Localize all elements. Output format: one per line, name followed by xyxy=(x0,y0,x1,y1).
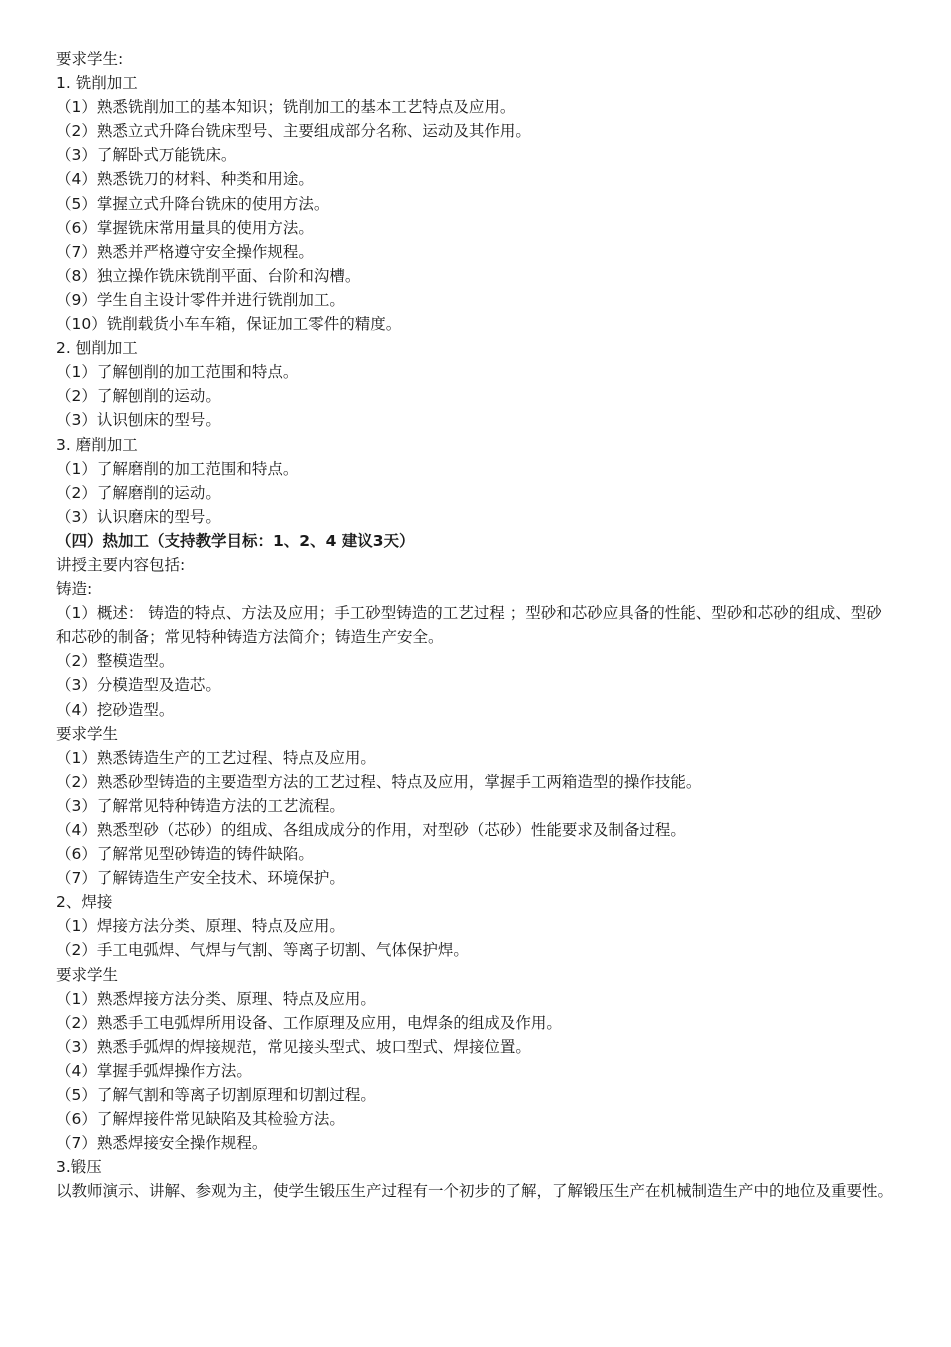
text-line: 以教师演示、讲解、参观为主，使学生锻压生产过程有一个初步的了解，了解锻压生产在机械制造生产中的地位及重要性。 xyxy=(56,1182,894,1201)
text-line: （4）挖砂造型。 xyxy=(56,700,175,719)
text-line: （1）概述： 铸造的特点、方法及应用；手工砂型铸造的工艺过程 ；型砂和芯砂应具备的性能、型砂和芯砂的组成、型砂和芯砂的制备；常见特种铸造方法简介；铸造生产安全。 xyxy=(56,604,882,647)
text-line: （6）掌握铣床常用量具的使用方法。 xyxy=(56,218,314,237)
text-line: （1）了解刨削的加工范围和特点。 xyxy=(56,363,299,382)
text-line: 3.锻压 xyxy=(56,1158,102,1177)
text-line: （3）分模造型及造芯。 xyxy=(56,676,221,695)
text-line: （2）手工电弧焊、气焊与气割、等离子切割、气体保护焊。 xyxy=(56,941,469,960)
text-line: 1. 铣削加工 xyxy=(56,74,138,93)
text-line: （3）认识磨床的型号。 xyxy=(56,507,221,526)
text-line: （1）熟悉焊接方法分类、原理、特点及应用。 xyxy=(56,989,376,1008)
text-line: （6）了解焊接件常见缺陷及其检验方法。 xyxy=(56,1110,345,1129)
text-line: （6）了解常见型砂铸造的铸件缺陷。 xyxy=(56,845,314,864)
text-line: （4）熟悉型砂（芯砂）的组成、各组成成分的作用，对型砂（芯砂）性能要求及制备过程。 xyxy=(56,821,686,839)
text-line: 铸造: xyxy=(56,580,93,599)
text-line: 3. 磨削加工 xyxy=(56,435,138,454)
text-line: （2）了解磨削的运动。 xyxy=(56,483,221,502)
text-line: （5）掌握立式升降台铣床的使用方法。 xyxy=(56,194,330,213)
section-heading: （四）热加工（支持教学目标：1、2、4 建议3天） xyxy=(56,531,415,550)
text-line: （3）了解卧式万能铣床。 xyxy=(56,146,237,165)
text-line: 要求学生 xyxy=(56,965,119,984)
text-line: （4）熟悉铣刀的材料、种类和用途。 xyxy=(56,170,314,189)
text-line: （1）熟悉铣削加工的基本知识；铣削加工的基本工艺特点及应用。 xyxy=(56,98,516,117)
text-line: （10）铣削载货小车车箱，保证加工零件的精度。 xyxy=(56,315,402,334)
text-line: 讲授主要内容包括: xyxy=(56,555,186,574)
text-line: 2、焊接 xyxy=(56,893,113,912)
text-line: （2）了解刨削的运动。 xyxy=(56,387,221,406)
text-line: （3）熟悉手弧焊的焊接规范，常见接头型式、坡口型式、焊接位置。 xyxy=(56,1037,531,1056)
text-line: （1）熟悉铸造生产的工艺过程、特点及应用。 xyxy=(56,748,376,767)
text-line: （4）掌握手弧焊操作方法。 xyxy=(56,1061,252,1080)
text-line: （5）了解气割和等离子切割原理和切割过程。 xyxy=(56,1086,376,1105)
text-line: （2）整模造型。 xyxy=(56,652,175,671)
text-line: 要求学生: xyxy=(56,50,124,68)
text-line: 要求学生 xyxy=(56,724,119,743)
text-line: （2）熟悉立式升降台铣床型号、主要组成部分名称、运动及其作用。 xyxy=(56,122,531,141)
text-line: （2）熟悉砂型铸造的主要造型方法的工艺过程、特点及应用，掌握手工两箱造型的操作技能。 xyxy=(56,772,702,791)
text-line: （7）熟悉焊接安全操作规程。 xyxy=(56,1134,268,1153)
text-line: （3）认识刨床的型号。 xyxy=(56,411,221,430)
text-line: （7）熟悉并严格遵守安全操作规程。 xyxy=(56,242,314,261)
document-page xyxy=(56,47,896,1204)
text-line: （2）熟悉手工电弧焊所用设备、工作原理及应用，电焊条的组成及作用。 xyxy=(56,1013,562,1032)
text-line: （7）了解铸造生产安全技术、环境保护。 xyxy=(56,869,345,888)
text-line: 2. 刨削加工 xyxy=(56,339,138,358)
text-line: （3）了解常见特种铸造方法的工艺流程。 xyxy=(56,796,345,815)
text-line: （9）学生自主设计零件并进行铣削加工。 xyxy=(56,290,345,309)
text-line: （8）独立操作铣床铣削平面、台阶和沟槽。 xyxy=(56,266,361,285)
text-line: （1）了解磨削的加工范围和特点。 xyxy=(56,459,299,478)
text-line: （1）焊接方法分类、原理、特点及应用。 xyxy=(56,917,345,936)
